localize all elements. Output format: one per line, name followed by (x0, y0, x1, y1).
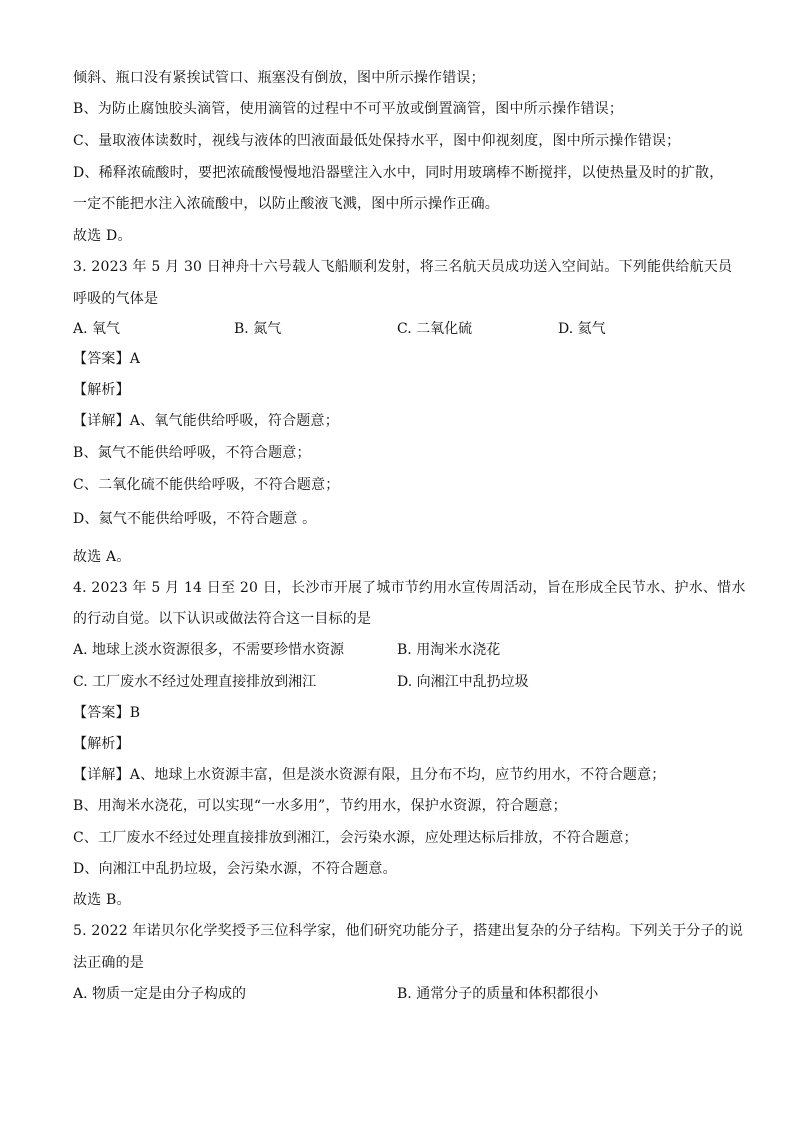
question-4-analysis-heading: 【解析】 (73, 736, 130, 752)
question-4-option-a: A. 地球上淡水资源很多，不需要珍惜水资源 (73, 642, 345, 658)
text-line: C、量取液体读数时，视线与液体的凹液面最低处保持水平，图中仰视刻度，图中所示操作错误； (73, 133, 681, 149)
question-4-detail: B、用淘米水浇花，可以实现“一水多用”，节约用水，保护水资源，符合题意； (73, 798, 567, 814)
question-4-stem: 的行动自觉。以下认识或做法符合这一目标的是 (73, 611, 372, 627)
question-4-detail: 【详解】A、地球上水资源丰富，但是淡水资源有限，且分布不均，应节约用水，不符合题意； (73, 767, 666, 783)
text-line: D、稀释浓硫酸时，要把浓硫酸慢慢地沿器壁注入水中，同时用玻璃棒不断搅拌，以使热量及时的扩散， (73, 165, 724, 181)
question-3-option-a: A. 氧气 (73, 321, 121, 337)
text-line: 故选 D。 (73, 228, 132, 244)
question-5-option-b: B. 通常分子的质量和体积都很小 (397, 986, 599, 1002)
text-line: B、为防止腐蚀胶头滴管，使用滴管的过程中不可平放或倒置滴管，图中所示操作错误； (73, 101, 624, 117)
question-3-option-c: C. 二氧化硫 (397, 321, 473, 337)
question-3-detail: B、氮气不能供给呼吸，不符合题意； (73, 445, 311, 461)
question-3-option-d: D. 氦气 (558, 321, 606, 337)
question-4-detail: C、工厂废水不经过处理直接排放到湘江，会污染水源，应处理达标后排放，不符合题意； (73, 830, 638, 846)
question-4-option-c: C. 工厂废水不经过处理直接排放到湘江 (73, 674, 317, 690)
question-3-stem: 3. 2023 年 5 月 30 日神舟十六号载人飞船顺利发射，将三名航天员成功送入空间站。下列能供给航天员 (73, 259, 733, 275)
text-line: 一定不能把水注入浓硫酸中，以防止酸液飞溅，图中所示操作正确。 (73, 196, 499, 212)
question-3-stem: 呼吸的气体是 (73, 291, 159, 307)
question-3-answer: 【答案】A (73, 351, 141, 367)
question-3-choice: 故选 A。 (73, 549, 131, 565)
question-5-stem: 5. 2022 年诺贝尔化学奖授予三位科学家，他们研究功能分子，搭建出复杂的分子结构。下列关于分子的说 (73, 923, 744, 939)
question-4-option-b: B. 用淘米水浇花 (397, 642, 501, 658)
question-4-answer: 【答案】B (73, 705, 141, 721)
question-3-detail: C、二氧化硫不能供给呼吸，不符合题意； (73, 477, 340, 493)
question-4-option-d: D. 向湘江中乱扔垃圾 (397, 674, 529, 690)
question-3-analysis-heading: 【解析】 (73, 382, 130, 398)
question-3-detail: D、氦气不能供给呼吸，不符合题意 。 (73, 511, 317, 527)
question-4-detail: D、向湘江中乱扔垃圾，会污染水源，不符合题意。 (73, 861, 397, 877)
question-5-stem: 法正确的是 (73, 955, 144, 971)
question-3-detail: 【详解】A、氧气能供给呼吸，符合题意； (73, 413, 339, 429)
question-5-option-a: A. 物质一定是由分子构成的 (73, 986, 247, 1002)
question-4-choice: 故选 B。 (73, 892, 131, 908)
question-4-stem: 4. 2023 年 5 月 14 日至 20 日，长沙市开展了城市节约用水宣传周活动，旨在形成全民节水、护水、惜水 (73, 580, 746, 596)
text-line: 倾斜、瓶口没有紧挨试管口、瓶塞没有倒放，图中所示操作错误； (73, 70, 485, 86)
question-3-option-b: B. 氮气 (234, 321, 282, 337)
